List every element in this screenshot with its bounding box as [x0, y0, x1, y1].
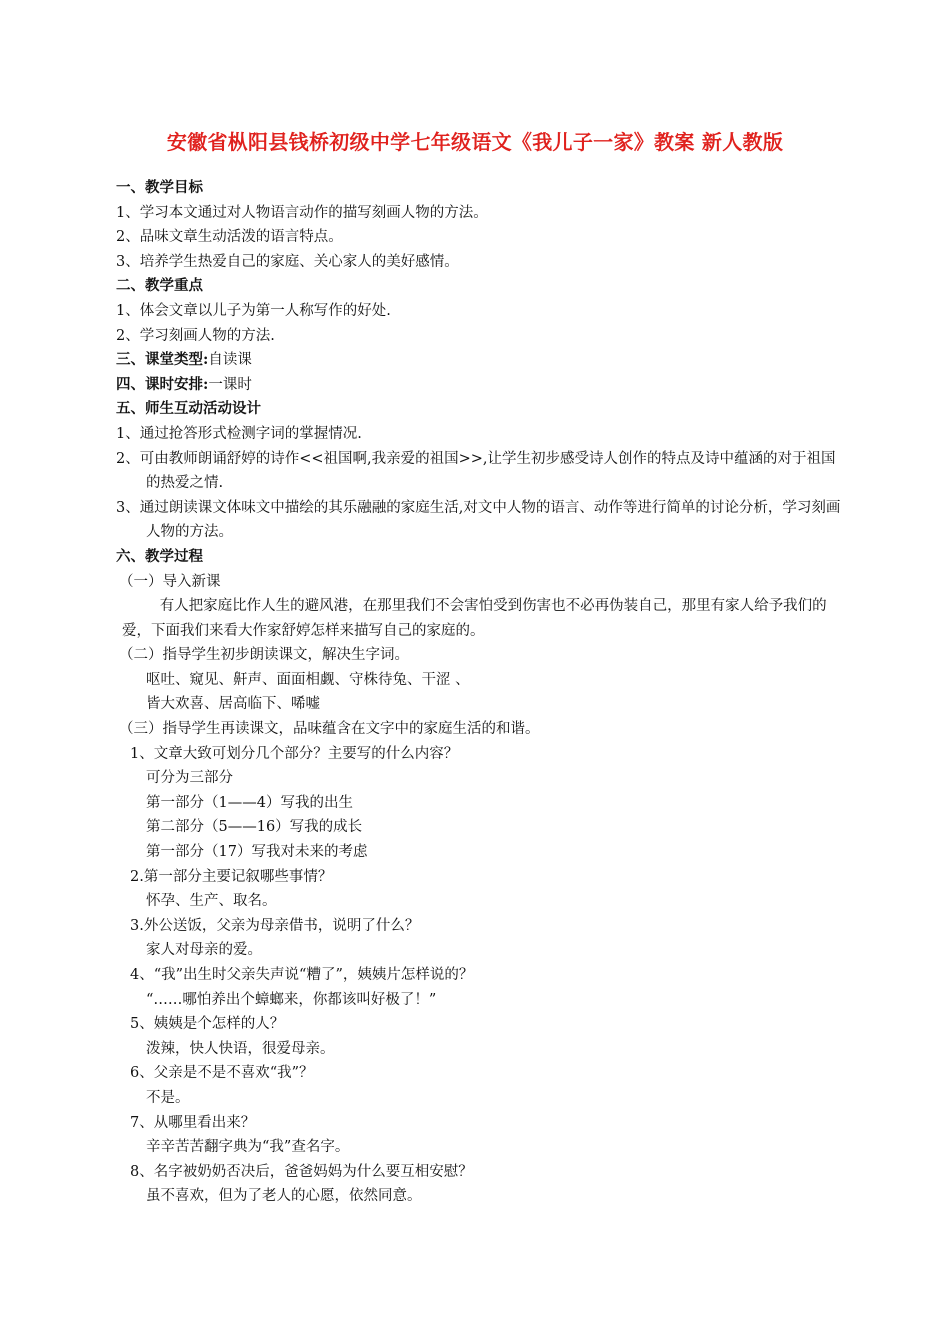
- vocab-line: 皆大欢喜、居高临下、唏嘘: [146, 696, 320, 713]
- process-words-label: （二）指导学生初步朗读课文，解决生字词。: [119, 647, 409, 664]
- question: 7、从哪里看出来？: [130, 1114, 256, 1131]
- answer: 怀孕、生产、取名。: [146, 893, 277, 910]
- section-heading-process: 六、教学过程: [116, 547, 203, 565]
- goal-item: 1、学习本文通过对人物语言动作的描写刻画人物的方法。: [116, 204, 488, 221]
- answer: 第一部分（1——4）写我的出生: [146, 794, 353, 811]
- answer: 泼辣，快人快语，很爱母亲。: [146, 1040, 335, 1057]
- class-hours-value: 一课时: [208, 376, 252, 393]
- section-heading-focus: 二、教学重点: [116, 277, 203, 295]
- question: 4、“我”出生时父亲失声说“糟了”，姨姨片怎样说的？: [130, 967, 474, 983]
- activity-item: 2、可由教师朗诵舒婷的诗作<<祖国啊,我亲爱的祖国>>,让学生初步感受诗人创作的特点及诗中蕴涵的对于祖国的热爱之情.: [116, 450, 836, 492]
- question: 5、姨姨是个怎样的人？: [130, 1016, 285, 1033]
- question: 8、名字被奶奶否决后，爸爸妈妈为什么要互相安慰？: [130, 1163, 473, 1180]
- goal-item: 3、培养学生热爱自己的家庭、关心家人的美好感情。: [116, 253, 459, 270]
- answer: 可分为三部分: [146, 770, 233, 787]
- process-intro-text: 有人把家庭比作人生的避风港，在那里我们不会害怕受到伤害也不必再伪装自己，那里有家人给予我们的爱，下面我们来看大作家舒婷怎样来描写自己的家庭的。: [122, 598, 827, 639]
- process-reread-label: （三）指导学生再读课文，品味蕴含在文字中的家庭生活的和谐。: [119, 721, 540, 738]
- question: 3.外公送饭，父亲为母亲借书，说明了什么？: [130, 917, 420, 934]
- class-type-label: 三、课堂类型:: [116, 351, 209, 369]
- vocab-line: 呕吐、窥见、鼾声、面面相觑、守株待兔、干涩 、: [146, 671, 470, 688]
- class-hours-line: [116, 373, 846, 398]
- question: 2.第一部分主要记叙哪些事情？: [130, 868, 333, 885]
- document-title: 安徽省枞阳县钱桥初级中学七年级语文《我儿子一家》教案 新人教版: [166, 130, 784, 154]
- answer: 虽不喜欢，但为了老人的心愿，依然同意。: [146, 1188, 422, 1205]
- class-type-line: [116, 348, 846, 373]
- question: 6、父亲是不是不喜欢“我”？: [130, 1065, 314, 1082]
- answer: 不是。: [146, 1089, 190, 1106]
- answer: 辛辛苦苦翻字典为“我”查名字。: [146, 1139, 350, 1156]
- goal-item: 2、品味文章生动活泼的语言特点。: [116, 229, 343, 246]
- answer: 第二部分（5——16）写我的成长: [146, 819, 363, 836]
- answer: “……哪怕养出个蟑螂来，你都该叫好极了！”: [146, 991, 437, 1008]
- process-intro-label: （一）导入新课: [119, 573, 221, 590]
- document-body: [116, 176, 846, 1209]
- section-heading-activities: 五、师生互动活动设计: [116, 400, 261, 418]
- focus-item: 2、学习刻画人物的方法.: [116, 327, 275, 344]
- answer: 第一部分（17）写我对未来的考虑: [146, 844, 368, 861]
- activity-item: 3、通过朗读课文体味文中描绘的其乐融融的家庭生活,对文中人物的语言、动作等进行简单的讨论分析，学习刻画人物的方法。: [116, 499, 841, 541]
- answer: 家人对母亲的爱。: [146, 942, 262, 959]
- class-type-value: 自读课: [208, 352, 252, 369]
- focus-item: 1、体会文章以儿子为第一人称写作的好处.: [116, 302, 391, 319]
- activity-item: 1、通过抢答形式检测字词的掌握情况.: [116, 425, 362, 442]
- section-heading-goals: 一、教学目标: [116, 179, 203, 196]
- question: 1、文章大致可划分几个部分？主要写的什么内容？: [130, 745, 459, 762]
- class-hours-label: 四、课时安排:: [116, 375, 209, 393]
